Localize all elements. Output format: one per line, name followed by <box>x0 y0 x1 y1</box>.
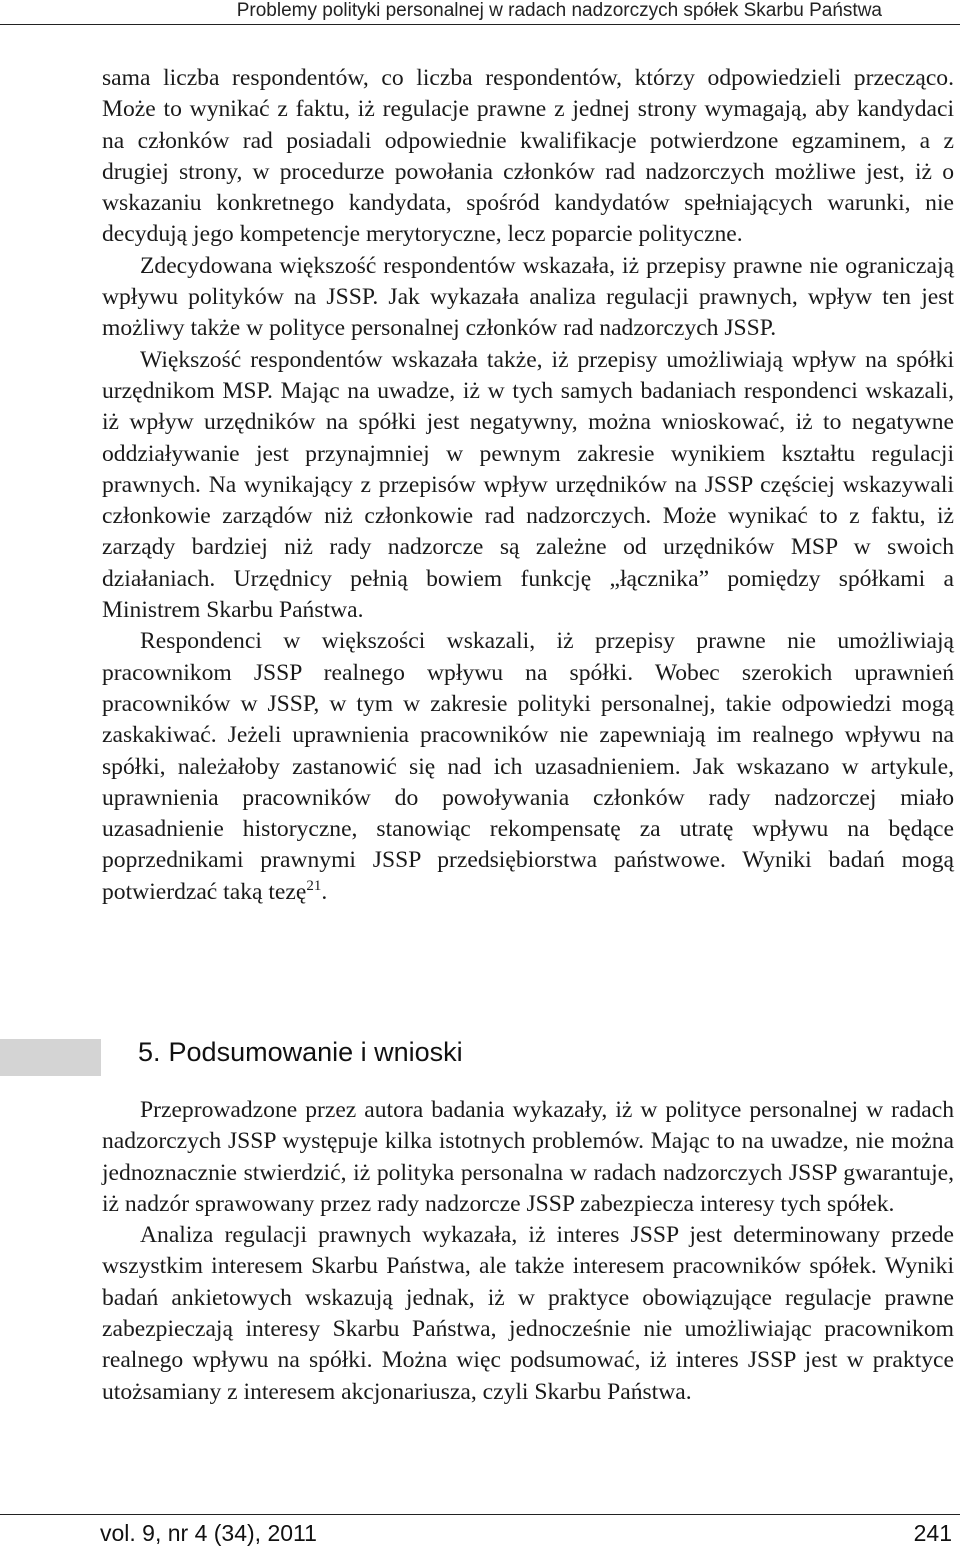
section-title: Podsumowanie i wnioski <box>168 1037 463 1067</box>
paragraph-4-text: Respondenci w większości wskazali, iż przepisy prawne nie umożliwiają pracownikom JSSP realnego wpływu na spółki. Wobec szerokich uprawnień pracowników w JSSP, w tym w zakresie polityki personalnej, takie odpowiedzi mogą zaskakiwać. Jeżeli uprawnienia pracowników nie zapewniają im realnego wpływu na spółki, należałoby zastanowić się nad ich uzasadnieniem. Jak wskazano w artykule, uprawnienia pracowników do powoływania członków rady nadzorczej miało uzasadnienie historyczne, stanowiąc rekompensatę za utratę wpływu na będące poprzednikami prawnymi JSSP przedsiębiorstwa państwowe. Wyniki badań mogą potwierdzać taką tezę <box>102 628 954 905</box>
footer-volume: vol. 9, nr 4 (34), 2011 <box>100 1520 317 1546</box>
section-paragraph-2: Analiza regulacji prawnych wykazała, iż interes JSSP jest determinowany przede wszystkim interesem Skarbu Państwa, ale także interesem pracowników spółek. Wyniki badań ankietowych wskazują jednak, iż w praktyce obowiązujące regulacje prawne zabezpieczają interesy Skarbu Państwa, jednocześnie nie umożliwiając pracownikom realnego wpływu na spółki. Można więc podsumować, iż interes JSSP jest w praktyce utożsamiany z interesem akcjonariusza, czyli Skarbu Państwa. <box>102 1222 954 1405</box>
section-heading <box>138 1037 463 1068</box>
section-number: 5. <box>138 1037 161 1067</box>
section-body <box>102 1095 954 1408</box>
section-marker-block <box>0 1039 101 1076</box>
paragraph-4 <box>102 626 954 908</box>
running-title: Problemy polityki personalnej w radach nadzorczych spółek Skarbu Państwa <box>236 0 882 21</box>
section-paragraph-1: Przeprowadzone przez autora badania wykazały, iż w polityce personalnej w radach nadzorczych JSSP występuje kilka istotnych problemów. Mając to na uwadze, nie można jednoznacznie stwierdzić, iż polityka personalna w radach nadzorczych JSSP gwarantuje, iż nadzór sprawowany przez rady nadzorcze JSSP zabezpiecza interesy tych spółek. <box>102 1097 954 1217</box>
paragraph-4-end: . <box>321 878 328 905</box>
paragraph-3: Większość respondentów wskazała także, iż przepisy umożliwiają wpływ na spółki urzędnikom MSP. Mając na uwadze, iż w tych samych badaniach respondenci wskazali, iż wpływ urzędników na spółki jest negatywny, można wnioskować, iż to negatywne oddziaływanie jest przynajmniej w pewnym zakresie wynikiem kształtu regulacji prawnych. Na wynikający z przepisów wpływ urzędników na JSSP częściej wskazywali członkowie zarządów niż członkowie rad nadzorczych. Może wynikać to z faktu, iż zarządy bardziej niż rady nadzorcze są zależne od urzędników MSP w swoich działaniach. Urzędnicy pełnią bowiem funkcję „łącznika” pomiędzy spółkami a Ministrem Skarbu Państwa. <box>102 346 954 624</box>
footnote-ref-21[interactable]: 21 <box>306 877 322 894</box>
footer-rule <box>0 1514 960 1515</box>
running-header <box>0 0 960 25</box>
paragraph-1: sama liczba respondentów, co liczba respondentów, którzy odpowiedzieli przecząco. Może to wynikać z faktu, iż regulacje prawne z jednej strony wymagają, aby kandydaci na członków rad posiadali odpowiednie kwalifikacje potwierdzone egzaminem, a z drugiej strony, w procedurze powołania członków rad nadzorczych możliwe jest, iż o wskazaniu konkretnego kandydata, spośród kandydatów spełniających warunki, nie decydują jego kompetencje merytoryczne, lecz poparcie polityczne. <box>102 65 954 248</box>
paragraph-2: Zdecydowana większość respondentów wskazała, iż przepisy prawne nie ograniczają wpływu polityków na JSSP. Jak wykazała analiza regulacji prawnych, wpływ ten jest możliwy także w polityce personalnej członków rad nadzorczych JSSP. <box>102 252 954 342</box>
body-text <box>102 63 954 908</box>
page-number: 241 <box>913 1520 952 1546</box>
